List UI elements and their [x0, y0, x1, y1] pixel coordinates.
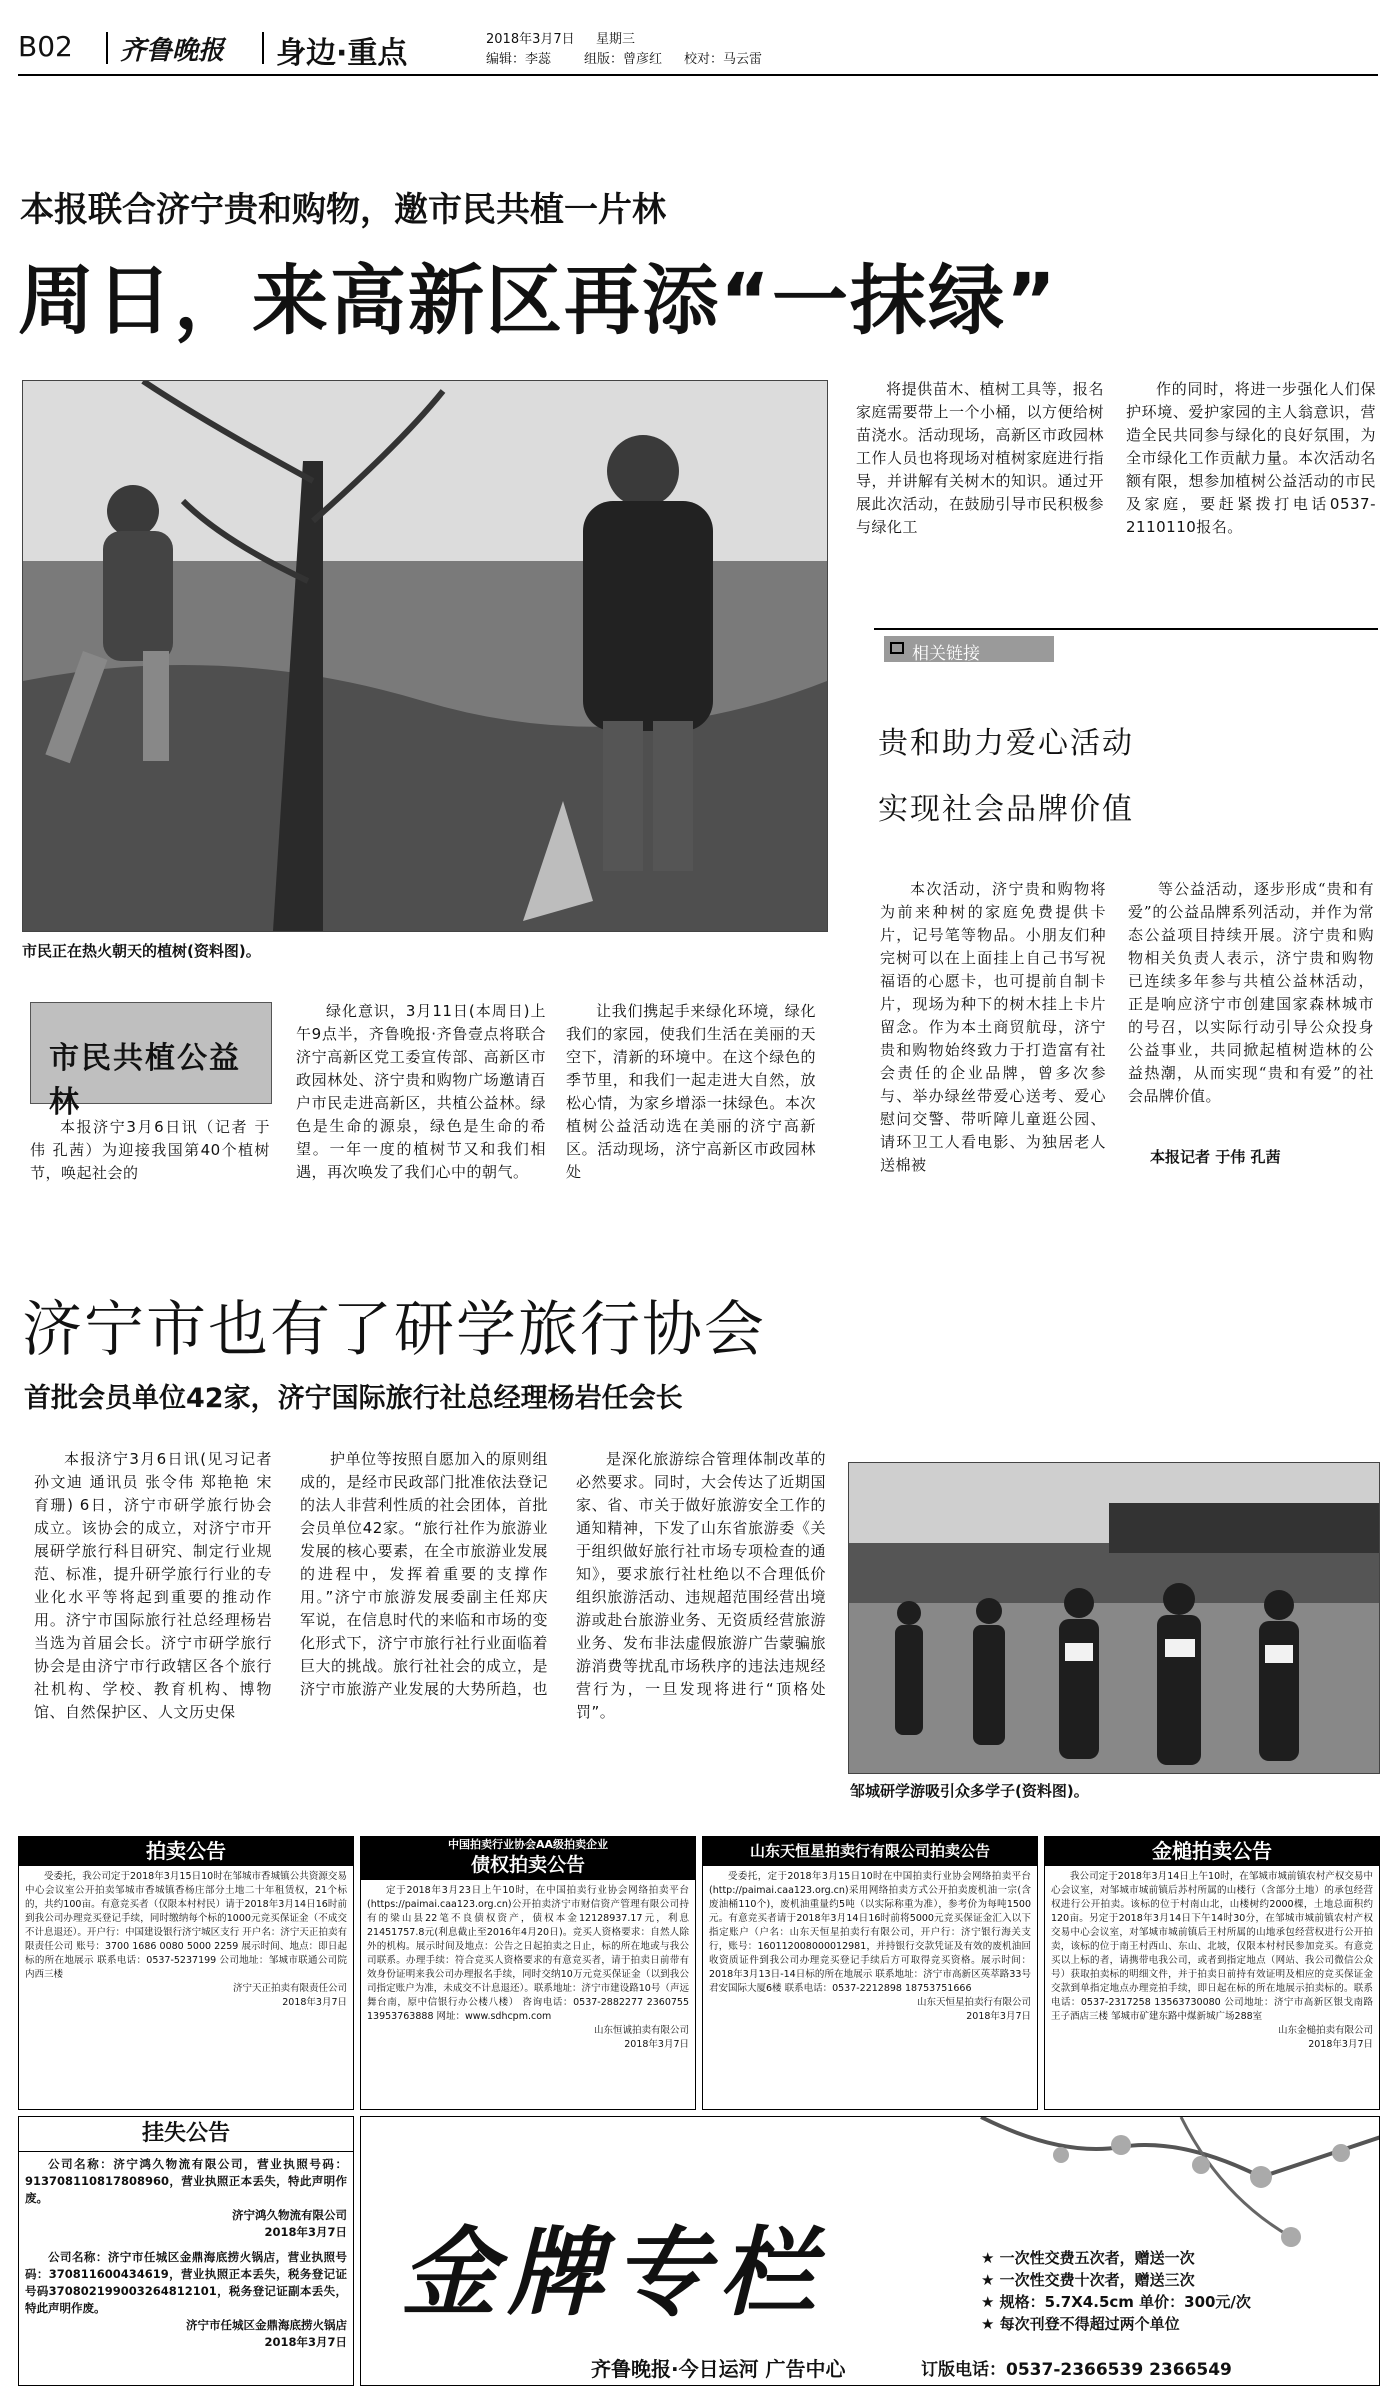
- story1-col5: 作的同时，将进一步强化人们保护环境、爱护家园的主人翁意识，营造全民共同参与绿化的良好氛围，为全市绿化工作贡献力量。本次活动名额有限，想参加植树公益活动的市民及家庭，要赶紧拨打电话0537-2110110报名。: [1126, 380, 1376, 536]
- lost-sig-2: 济宁市任城区金鼎海底捞火锅店: [186, 2318, 347, 2332]
- ad-auction-3: [702, 1836, 1038, 2110]
- story1-col1: 本报济宁3月6日讯（记者 于伟 孔茜）为迎接我国第40个植树节，唤起社会的: [30, 1118, 270, 1182]
- layout-editor: 组版：曾彦红: [584, 52, 663, 67]
- story1-col4: 将提供苗木、植树工具等，报名家庭需要带上一个小桶，以方便给树苗浇水。活动现场，高新区市政园林工作人员也将现场对植树家庭进行指导，并讲解有关树木的知识。通过开展此次活动，在鼓励引导市民积极参与绿化工: [856, 380, 1105, 536]
- sidebar-title-1: 贵和助力爱心活动: [878, 726, 1134, 761]
- ad-auction-4: [1044, 1836, 1380, 2110]
- lost-body-2: 公司名称：济宁市任城区金鼎海底捞火锅店，营业执照号码：370811600434619，营业执照正本丢失，税务登记证号码370802199003264812101，税务登记证副本丢失，特此声明作废。: [25, 2250, 347, 2315]
- story1-col2: 绿化意识，3月11日(本周日)上午9点半，齐鲁晚报·齐鲁壹点将联合济宁高新区党工委宣传部、高新区市政园林处、济宁贵和购物广场邀请百户市民走进高新区，共植公益林。绿色是生命的源泉，绿色是生命的希望。一年一度的植树节又和我们相遇，再次唤发了我们心中的朝气。: [296, 1002, 546, 1181]
- lost-notice: [18, 2116, 354, 2386]
- logo: 齐鲁晚报: [120, 36, 225, 66]
- ad-auction-2: [360, 1836, 696, 2110]
- ad-signature: 山东天恒星拍卖行有限公司: [916, 1997, 1031, 2008]
- page-code: B02: [18, 30, 73, 63]
- proofreader: 校对：马云雷: [684, 52, 763, 67]
- ad-signature: 济宁天正拍卖有限责任公司: [232, 1983, 347, 1994]
- promo-bullet: ★ 一次性交费十次者，赠送三次: [981, 2271, 1195, 2289]
- sidebar-label: 相关链接: [912, 644, 980, 664]
- header-divider-2: [262, 32, 264, 64]
- ad-date: 2018年3月7日: [1308, 2039, 1373, 2050]
- ad-title: 拍卖公告: [19, 1837, 353, 1866]
- link-icon: [890, 642, 904, 654]
- ad-signature: 山东恒诚拍卖有限公司: [593, 2025, 689, 2036]
- ad-body: 受委托，我公司定于2018年3月15日10时在邹城市香城镇公共资源交易中心会议室公开拍卖邹城市香城镇香杨庄部分土地二十年租赁权，21个标的，共约100亩。有意竞买者（仅限本村村民）请于2018年3月14日16时前到我公司办理竞买登记手续，同时缴纳每个标的1000元竞买保证金（不成交不计息退还）。开户行：中国建设银行济宁城区支行 开户名：济宁天正拍卖有限责任公司 账号：3700 1686 0080 5000 2259 展示时间、地点：即日起标的所在地展示 联系电话：0537-5237199 公司地址：邹城市联通公司院内西三楼: [25, 1871, 347, 1980]
- section-title: 身边·重点: [276, 36, 408, 71]
- ad-auction-1: [18, 1836, 354, 2110]
- story2-headline: 济宁市也有了研学旅行协会: [22, 1295, 766, 1365]
- promo-phone: 订版电话：0537-2366539 2366549: [921, 2360, 1232, 2380]
- page-header: [18, 26, 1378, 72]
- calligraphy-title: 金牌专栏: [401, 2216, 825, 2329]
- lost-body-1: 公司名称：济宁鸿久物流有限公司，营业执照号码：913708110817808960，营业执照正本丢失，特此声明作废。: [25, 2157, 347, 2205]
- header-rule: [18, 74, 1378, 76]
- lost-title: 挂失公告: [19, 2117, 353, 2152]
- story2-col1: 本报济宁3月6日讯(见习记者 孙文迪 通讯员 张令伟 郑艳艳 宋育珊) 6日，济宁市研学旅行协会成立。该协会的成立，对济宁市开展研学旅行科目研究、制定行业规范、标准，提升研学旅行行业的专业化水平等将起到重要的推动作用。济宁市国际旅行社总经理杨岩当选为首届会长。济宁市研学旅行协会是由济宁市行政辖区各个旅行社机构、学校、教育机构、博物馆、自然保护区、人文历史保: [34, 1450, 272, 1721]
- logo-label: 市民共植公益林: [49, 1041, 241, 1120]
- ad-date: 2018年3月7日: [966, 2011, 1031, 2022]
- weekday: 星期三: [596, 32, 636, 47]
- planting-photo: [22, 380, 828, 932]
- promo-bullet: ★ 规格：5.7X4.5cm 单价：300元/次: [981, 2293, 1251, 2311]
- promo-bullet: ★ 一次性交费五次者，赠送一次: [981, 2249, 1195, 2267]
- story2-col2: 护单位等按照自愿加入的原则组成的，是经市民政部门批准依法登记的法人非营利性质的社会团体，首批会员单位42家。“旅行社作为旅游业发展的核心要素，在全市旅游业发展的进程中，发挥着重要的支撑作用。”济宁市旅游发展委副主任郑庆军说，在信息时代的来临和市场的变化形式下，济宁市旅行社行业面临着巨大的挑战。旅行社社会的成立，是济宁市旅游产业发展的大势所趋，也: [300, 1450, 549, 1698]
- lost-date-2: 2018年3月7日: [264, 2335, 347, 2349]
- ad-body: 受委托，定于2018年3月15日10时在中国拍卖行业协会网络拍卖平台(http://paimai.caa123.org.cn)采用网络拍卖方式公开拍卖废机油一宗(含废油桶110个)，废机油重量约5吨（以实际称重为准），参考价为每吨1500元。有意竞买者请于2018年3月14日16时前将5000元竞买保证金汇入以下指定账户（户名：山东天恒星拍卖行有限公司，开户行：济宁银行海关支行，账号：160112008000012981，并持银行交款凭证及有效的废机油回收资质证件到我公司办理竞买登记手续后方可取得竞买资格。展示时间：2018年3月13日-14日标的所在地展示 联系地址：济宁市高新区英萃路33号君安国际大厦6楼 联系电话：0537-2212898 18753751666: [709, 1871, 1031, 1994]
- ad-body: 我公司定于2018年3月14日上午10时，在邹城市城前镇农村产权交易中心会议室，对邹城市城前镇后苏村所属的山楼行（含部分土地）的承包经营权进行公开拍卖。该标的位于村南山北，山楼树约2000棵，土地总面积约120亩。另定于2018年3月14日下午14时30分，在邹城市城前镇农村产权交易中心会议室，对邹城市城前镇后王村所属的山地承包经营权进行公开拍卖，该标的位于南王村西山、东山、北坡，仅限本村村民参加竞买。有意竞买以上标的者，请携带电我公司，或者到指定地点（网站、我公司微信公众号）获取拍卖标的明细文件，并于拍卖日前持有效证明及相应的竞买保证金交款到单指定地点办理竞拍手续，即日起在标的所在地展示拍卖标的。联系电话：0537-2317258 13563730080 公司地址：济宁市高新区银戈南路王子酒店三楼 邹城市矿建东路中煤新城广场288室: [1051, 1871, 1373, 2022]
- planting-logo: [30, 1002, 272, 1120]
- header-divider-1: [106, 32, 108, 64]
- issue-date: 2018年3月7日: [486, 32, 575, 47]
- photo-caption-1: 市民正在热火朝天的植树(资料图)。: [22, 942, 261, 960]
- sidebar-rule: [874, 628, 1378, 630]
- story1-col3: 让我们携起手来绿化环境，绿化我们的家园，使我们生活在美丽的天空下，清新的环境中。在这个绿色的季节里，和我们一起走进大自然，放松心情，为家乡增添一抹绿色。本次植树公益活动选在美丽的济宁高新区。活动现场，济宁高新区市政园林处: [566, 1002, 816, 1181]
- sidebar-byline: 本报记者 于伟 孔茜: [1150, 1148, 1281, 1166]
- gold-column-promo: [360, 2116, 1380, 2386]
- sidebar-col1: 本次活动，济宁贵和购物将为前来种树的家庭免费提供卡片，记号笔等物品。小朋友们种完树可以在上面挂上自己书写祝福语的心愿卡，也可提前自制卡片，现场为种下的树木挂上卡片留念。作为本土商贸航母，济宁贵和购物始终致力于打造富有社会责任的企业品牌，曾多次参与、举办绿丝带爱心送考、爱心慰问交警、带听障儿童逛公园、请环卫工人看电影、为独居老人送棉被: [880, 880, 1106, 1174]
- ad-subtitle: 中国拍卖行业协会AA级拍卖企业: [447, 1838, 609, 1851]
- ad-title: 金槌拍卖公告: [1045, 1837, 1379, 1866]
- story1-headline: 周日，来高新区再添“一抹绿”: [18, 256, 1058, 345]
- photo-caption-2: 邹城研学游吸引众多学子(资料图)。: [850, 1782, 1089, 1800]
- ad-title: 债权拍卖公告: [470, 1854, 585, 1876]
- story2-col3: 是深化旅游综合管理体制改革的必然要求。同时，大会传达了近期国家、省、市关于做好旅游安全工作的通知精神，下发了山东省旅游委《关于组织做好旅行社市场专项检查的通知》，要求旅行社杜绝以不合理低价组织旅游活动、违规超范围经营出境游或赴台旅游业务、无资质经营旅游业务、发布非法虚假旅游广告蒙骗旅游消费等扰乱市场秩序的违法违规经营行为，一旦发现将进行“顶格处罚”。: [576, 1450, 826, 1721]
- ad-date: 2018年3月7日: [282, 1997, 347, 2008]
- lost-date-1: 2018年3月7日: [264, 2225, 347, 2239]
- ad-body: 定于2018年3月23日上午10时，在中国拍卖行业协会网络拍卖平台(https://paimai.caa123.org.cn)公开拍卖济宁市财信资产管理有限公司持有的梁山县22笔不良债权资产，债权本金12128937.17元，利息21451757.8元(利息截止至2016年4月20日)。竞买人资格要求：自然人除外的机构。展示时间及地点：公告之日起拍卖之日止，标的所在地或与我公司联系。办理手续：符合竞买人资格要求的有意竞买者，请于拍卖日前带有效身份证明来我公司办理报名手续，同时交纳10万元竞买保证金（以到我公司指定账户为准，未成交不计息退还）。联系地址：济宁市建设路10号（声远舞台南，原中信银行办公楼八楼） 咨询电话：0537-2882277 2360755 13953763888 网址：www.sdhcpm.com: [367, 1885, 689, 2022]
- ad-signature: 山东金槌拍卖有限公司: [1277, 2025, 1373, 2036]
- sidebar-col2: 等公益活动，逐步形成“贵和有爱”的公益品牌系列活动，并作为常态公益项目持续开展。济宁贵和购物相关负责人表示，济宁贵和购物已连续多年参与共植公益林活动，正是响应济宁市创建国家森林城市的号召，以实际行动引导公众投身公益事业，共同掀起植树造林的公益热潮，从而实现“贵和有爱”的社会品牌价值。: [1128, 880, 1374, 1105]
- promo-bullet: ★ 每次刊登不得超过两个单位: [981, 2315, 1180, 2333]
- sidebar-title-2: 实现社会品牌价值: [878, 792, 1134, 827]
- ad-date: 2018年3月7日: [624, 2039, 689, 2050]
- editor: 编辑：李蕊: [486, 52, 552, 67]
- promo-bullets: [981, 2247, 1251, 2335]
- study-tour-photo: [848, 1462, 1380, 1774]
- story1-kicker: 本报联合济宁贵和购物，邀市民共植一片林: [20, 190, 666, 230]
- sidebar-label-tag: [884, 636, 1054, 662]
- lost-sig-1: 济宁鸿久物流有限公司: [232, 2208, 347, 2222]
- story2-subhead: 首批会员单位42家，济宁国际旅行社总经理杨岩任会长: [24, 1383, 683, 1414]
- ad-title: 山东天恒星拍卖行有限公司拍卖公告: [703, 1837, 1037, 1866]
- promo-footer: 齐鲁晚报·今日运河 广告中心: [591, 2357, 846, 2381]
